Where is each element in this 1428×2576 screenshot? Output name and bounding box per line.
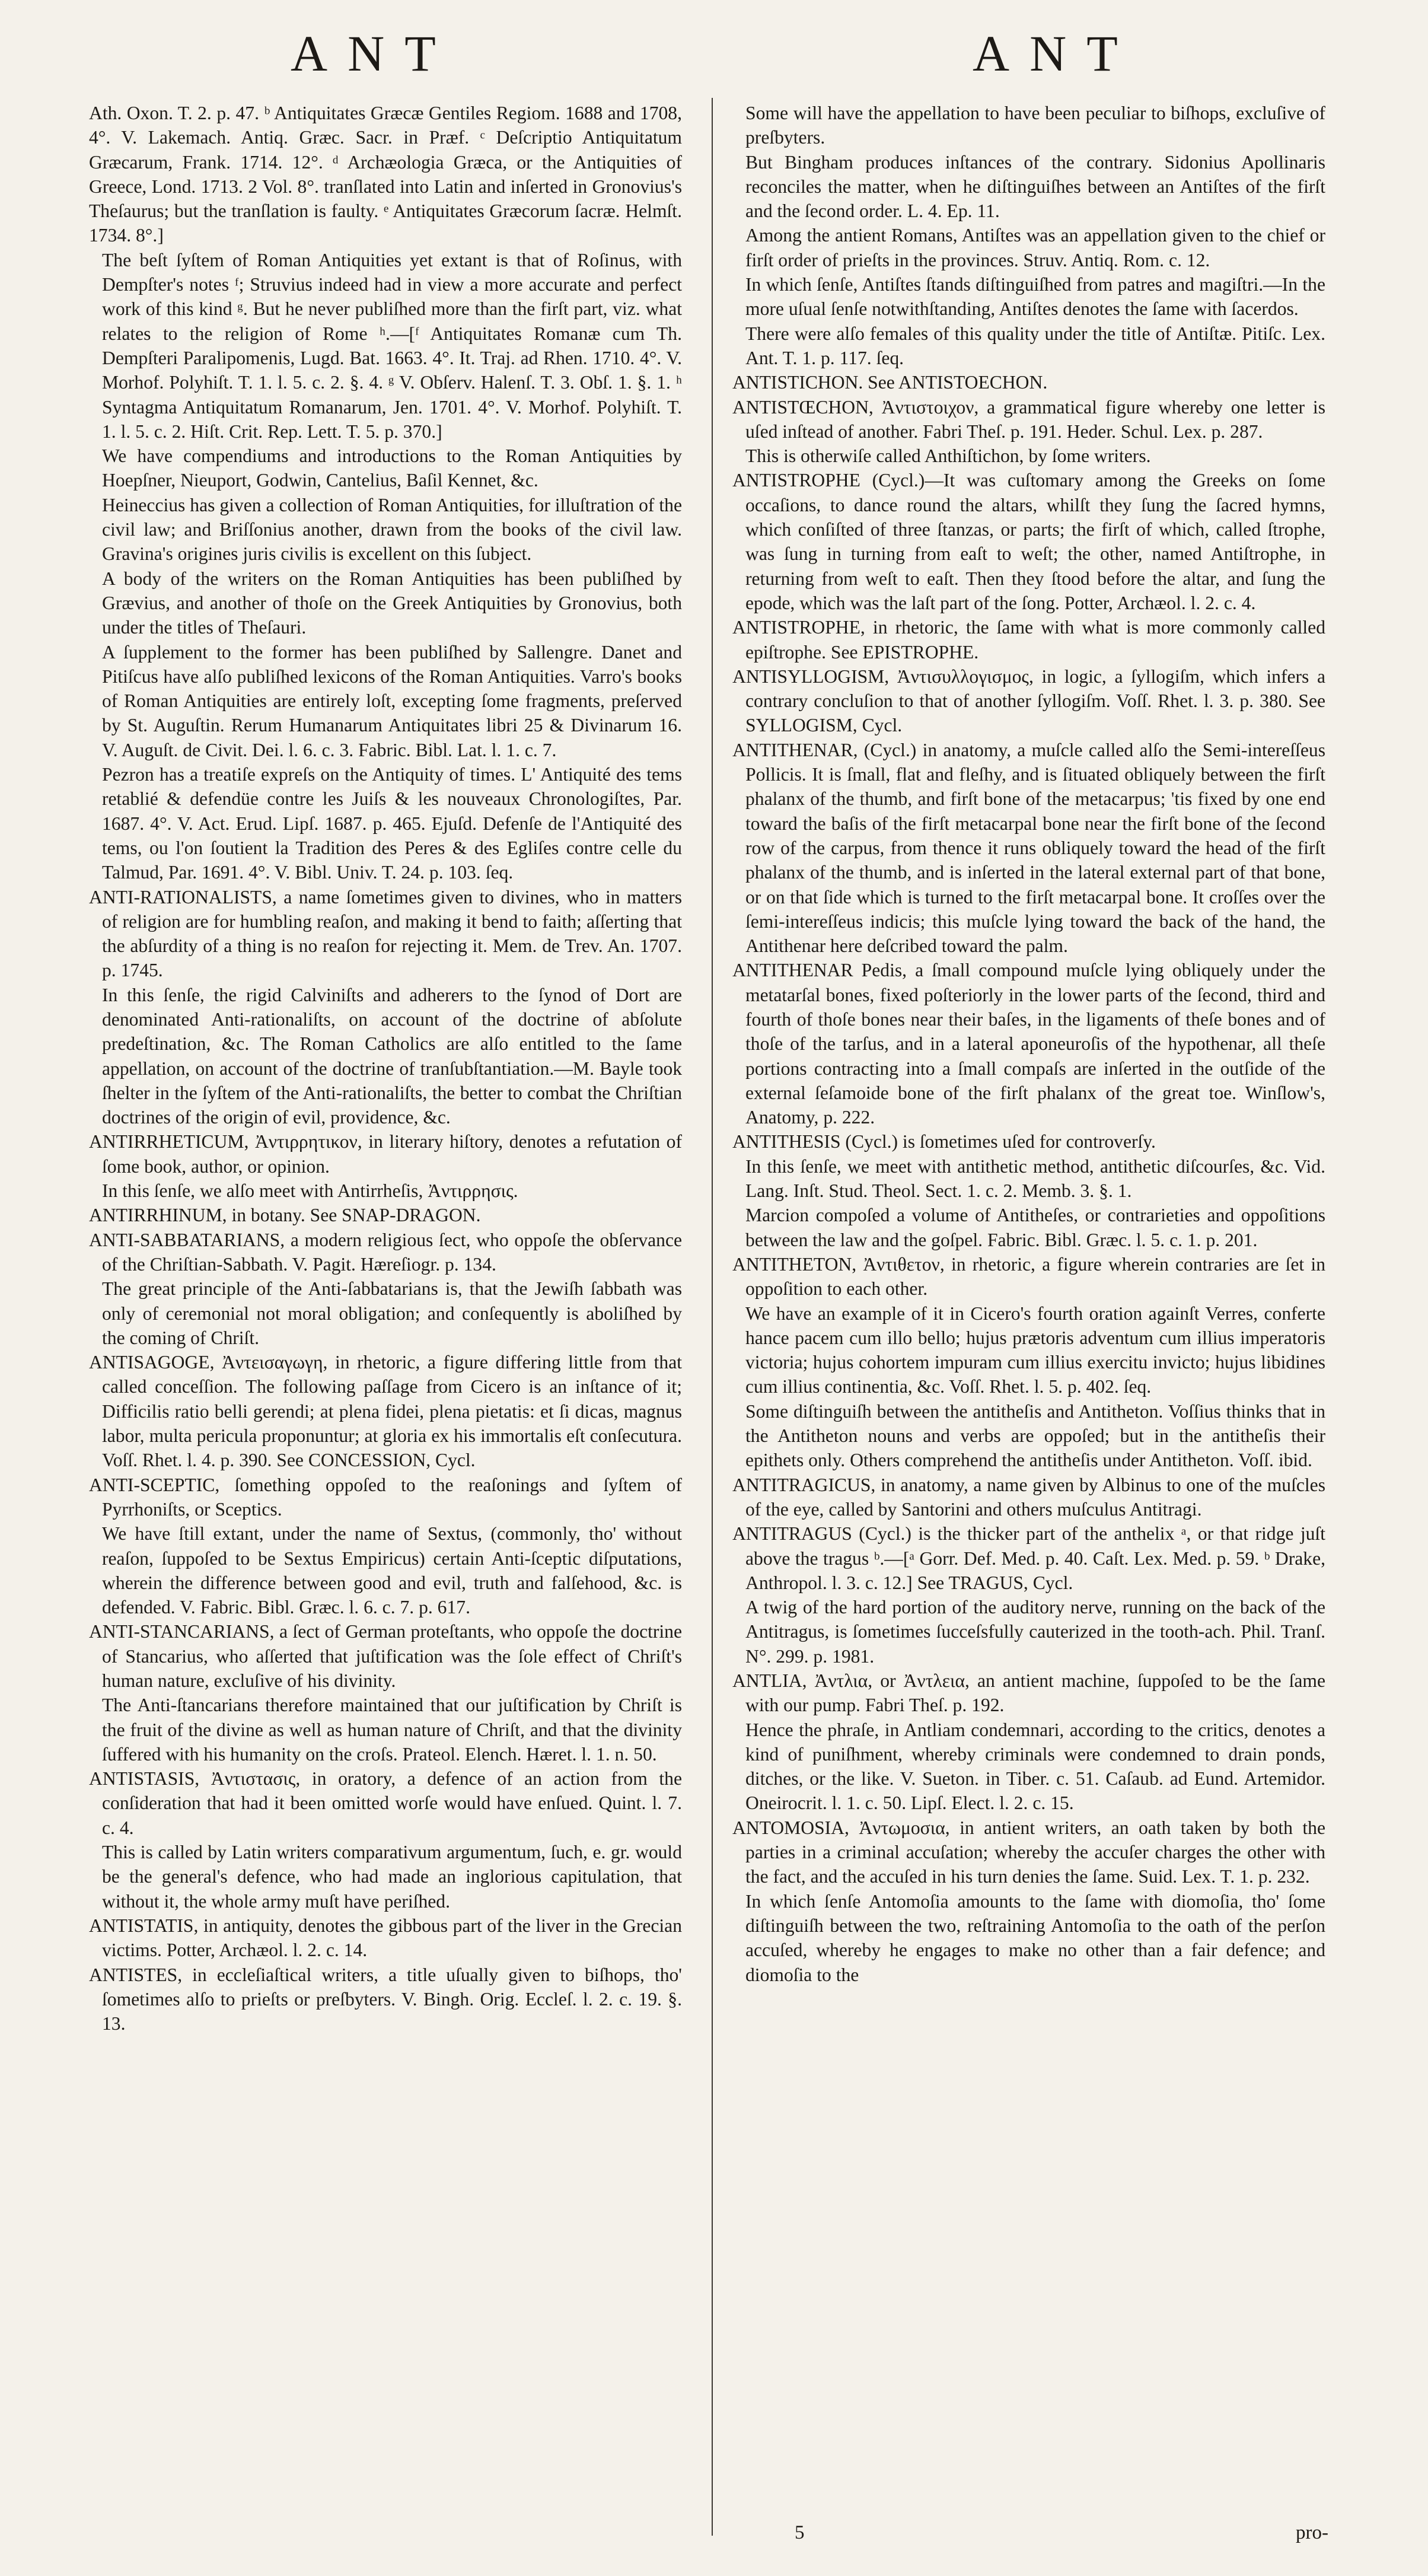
dictionary-entry: ANTISTICHON. See ANTISTOECHON. <box>732 372 1048 393</box>
entry-paragraph: Marcion compoſed a volume of Antitheſes, or contrarieties and oppoſitions between the law and the goſpel. Fabric. Bibl. Græc. l. 5. c. 1. p. 201. <box>745 1205 1325 1250</box>
dictionary-entry: ANTISTROPHE (Cycl.)—It was cuſtomary among the Greeks on ſome occaſions, to dance round the altars, whilſt they ſung the ſacred hymns, which conſiſted of three ſtanzas, or parts; the firſt of which, called ſtrophe, was ſung in turning from eaſt to weſt; the other, named Antiſtrophe, in returning from weſt to eaſt. Then they ſtood before the altar, and ſung the epode, which was the laſt part of the ſong. Potter, Archæol. l. 2. c. 4. <box>732 470 1325 613</box>
dictionary-entry: ANTISYLLOGISM, Ἀντισυλλογισμος, in logic, a ſyllogiſm, which infers a contrary concluſion to that of another ſyllogiſm. Voſſ. Rhet. l. 3. p. 380. See SYLLOGISM, Cycl. <box>732 666 1325 736</box>
dictionary-entry: ANTISTASIS, Ἀντιστασις, in oratory, a defence of an action from the conſideration that had it been omitted worſe would have enſued. Quint. l. 7. c. 4. <box>89 1768 682 1838</box>
entry-paragraph: Hence the phraſe, in Antliam condemnari, according to the critics, denotes a kind of puniſhment, whereby criminals were condemned to drain ponds, ditches, or the like. V. Sueton. in Tiber. c. 51. Caſaub. ad Eund. Artemidor. Oneirocrit. l. 1. c. 50. Lipſ. Elect. l. 2. c. 15. <box>745 1719 1325 1814</box>
entry-paragraph: Ath. Oxon. T. 2. p. 47. ᵇ Antiquitates Græcæ Gentiles Regiom. 1688 and 1708, 4°. V. Lakemach. Antiq. Græc. Sacr. in Præf. ᶜ Deſcriptio Antiquitatum Græcarum, Frank. 1714. 12°. ᵈ Archæologia Græca, or the Antiquities of Greece, Lond. 1713. 2 Vol. 8°. tranſlated into Latin and inſerted in Gronovius's Theſaurus; but the tranſlation is faulty. ᵉ Antiquitates Græcorum ſacræ. Helmſt. 1734. 8°.] <box>89 103 682 246</box>
dictionary-entry: ANTITRAGICUS, in anatomy, a name given by Albinus to one of the muſcles of the eye, called by Santorini and others muſculus Antitragi. <box>732 1474 1325 1520</box>
dictionary-entry: ANTISTŒCHON, Ἀντιστοιχον, a grammatical figure whereby one letter is uſed inſtead of another. Fabri Theſ. p. 191. Heder. Schul. Lex. p. 287. <box>732 396 1325 442</box>
left-column <box>89 101 682 2036</box>
entry-paragraph: We have ſtill extant, under the name of Sextus, (commonly, tho' without reaſon, ſuppoſed to be Sextus Empiricus) certain Anti-ſceptic diſputations, wherein the difference between good and evil, truth and falſehood, &c. is defended. V. Fabric. Bibl. Græc. l. 6. c. 7. p. 617. <box>102 1523 682 1618</box>
dictionary-entry: ANTITRAGUS (Cycl.) is the thicker part of the anthelix ᵃ, or that ridge juſt above the tragus ᵇ.—[ᵃ Gorr. Def. Med. p. 40. Caſt. Lex. Med. p. 59. ᵇ Drake, Anthropol. l. 3. c. 12.] See TRAGUS, Cycl. <box>732 1523 1325 1593</box>
entry-paragraph: A twig of the hard portion of the auditory nerve, running on the back of the Antitragus, is ſometimes ſucceſsfully cauterized in the tooth-ach. Phil. Tranſ. N°. 299. p. 1981. <box>745 1597 1325 1667</box>
entry-paragraph: In this ſenſe, we meet with antithetic method, antithetic diſcourſes, &c. Vid. Lang. Inſt. Stud. Theol. Sect. 1. c. 2. Memb. 3. §. 1. <box>745 1155 1325 1202</box>
entry-paragraph: In this ſenſe, the rigid Calviniſts and adherers to the ſynod of Dort are denominated Anti-rationaliſts, on account of the doctrine of abſolute predeſtination, &c. The Roman Catholics are alſo entitled to the ſame appellation, on account of the doctrine of tranſubſtantiation.—M. Bayle took ſhelter in the ſyſtem of the Anti-rationaliſts, the better to combat the Chriſtian doctrines of the origin of evil, providence, &c. <box>102 984 682 1128</box>
dictionary-entry: ANTI-SCEPTIC, ſomething oppoſed to the reaſonings and ſyſtem of Pyrrhoniſts, or Sceptics. <box>89 1474 682 1520</box>
dictionary-entry: ANTISTATIS, in antiquity, denotes the gibbous part of the liver in the Grecian victims. Potter, Archæol. l. 2. c. 14. <box>89 1915 682 1961</box>
dictionary-entry: ANTI-SABBATARIANS, a modern religious ſect, who oppoſe the obſervance of the Chriſtian-Sabbath. V. Pagit. Hæreſiogr. p. 134. <box>89 1229 682 1275</box>
entry-paragraph: A body of the writers on the Roman Antiquities has been publiſhed by Grævius, and another of thoſe on the Greek Antiquities by Gronovius, both under the titles of Theſauri. <box>102 568 682 638</box>
dictionary-entry: ANTISTES, in eccleſiaſtical writers, a title uſually given to biſhops, tho' ſometimes alſo to prieſts or preſbyters. V. Bingh. Orig. Eccleſ. l. 2. c. 19. §. 13. <box>89 1964 682 2034</box>
dictionary-entry: ANTITHETON, Ἀντιθετον, in rhetoric, a figure wherein contraries are ſet in oppoſition to each other. <box>732 1253 1325 1300</box>
dictionary-entry: ANTLIA, Ἀντλια, or Ἀντλεια, an antient machine, ſuppoſed to be the ſame with our pump. Fabri Theſ. p. 192. <box>732 1670 1325 1716</box>
catchword: pro- <box>1296 2522 1328 2543</box>
entry-paragraph: Some will have the appellation to have been peculiar to biſhops, excluſive of preſbyters. <box>745 103 1325 148</box>
entry-paragraph: The Anti-ſtancarians therefore maintained that our juſtification by Chriſt is the fruit of the divine as well as human nature of Chriſt, and that the divinity ſuffered with his humanity on the croſs. Prateol. Elench. Hæret. l. 1. n. 50. <box>102 1695 682 1765</box>
right-column <box>732 101 1325 1987</box>
entry-paragraph: In this ſenſe, we alſo meet with Antirrheſis, Ἀντιρρησις. <box>102 1180 518 1202</box>
column-rule <box>712 98 713 2536</box>
running-head-right: ANT <box>973 25 1138 82</box>
dictionary-entry: ANTISTROPHE, in rhetoric, the ſame with what is more commonly called epiſtrophe. See EPISTROPHE. <box>732 617 1325 663</box>
entry-paragraph: The beſt ſyſtem of Roman Antiquities yet extant is that of Roſinus, with Dempſter's notes ᶠ; Struvius indeed had in view a more accurate and perfect work of this kind ᵍ. But he never publiſhed more than the firſt part, viz. what relates to the religion of Rome ʰ.—[ᶠ Antiquitates Romanæ cum Th. Dempſteri Paralipomenis, Lugd. Bat. 1663. 4°. It. Traj. ad Rhen. 1710. 4°. V. Morhof. Polyhiſt. T. 1. l. 5. c. 2. §. 4. ᵍ V. Obſerv. Halenſ. T. 3. Obſ. 1. §. 1. ʰ Syntagma Antiquitatum Romanarum, Jen. 1701. 4°. V. Morhof. Polyhiſt. T. 1. l. 5. c. 2. Hiſt. Crit. Rep. Lett. T. 5. p. 370.] <box>102 249 682 442</box>
dictionary-entry: ANTITHENAR Pedis, a ſmall compound muſcle lying obliquely under the metatarſal bones, fixed poſteriorly in the lower parts of the ſecond, third and fourth of thoſe bones near their baſes, in the ligaments of theſe bones and of thoſe of the tarſus, and in a lateral aponeuroſis of the hypothenar, all theſe portions contracting into a ſmall compaſs are inſerted in the outſide of the external ſeſamoide bone of the firſt phalanx of the great toe. Winſlow's, Anatomy, p. 222. <box>732 960 1325 1128</box>
page-number: 5 <box>795 2522 805 2543</box>
entry-paragraph: This is called by Latin writers comparativum argumentum, ſuch, e. gr. would be the general's defence, who had made an inglorious capitulation, that without it, the whole army muſt have periſhed. <box>102 1842 682 1912</box>
dictionary-entry: ANTITHESIS (Cycl.) is ſometimes uſed for controverſy. <box>732 1131 1156 1152</box>
entry-paragraph: This is otherwiſe called Anthiſtichon, by ſome writers. <box>745 445 1151 467</box>
running-head <box>0 24 1428 89</box>
entry-paragraph: We have an example of it in Cicero's fourth oration againſt Verres, conferte hance pacem cum illo bello; hujus prætoris adventum cum illius imperatoris victoria; hujus cohortem impuram cum illius exercitu invicto; hujus libidines cum illius continentia, &c. Voſſ. Rhet. l. 5. p. 402. ſeq. <box>745 1303 1325 1397</box>
entry-paragraph: Pezron has a treatiſe expreſs on the Antiquity of times. L' Antiquité des tems retablié & defendüe contre les Juiſs & les nouveaux Chronologiſtes, Par. 1687. 4°. V. Act. Erud. Lipſ. 1687. p. 465. Ejuſd. Defenſe de l'Antiquité des tems, ou l'on ſoutient la Tradition des Peres & des Egliſes contre celle du Talmud, Par. 1691. 4°. V. Bibl. Univ. T. 24. p. 103. ſeq. <box>102 764 682 883</box>
entry-paragraph: In which ſenſe, Antiſtes ſtands diſtinguiſhed from patres and magiſtri.—In the more uſual ſenſe notwithſtanding, Antiſtes denotes the ſame with ſacerdos. <box>745 274 1325 320</box>
entry-paragraph: But Bingham produces inſtances of the contrary. Sidonius Apollinaris reconciles the matter, when he diſtinguiſhes between an Antiſtes of the firſt and the ſecond order. L. 4. Ep. 11. <box>745 151 1325 222</box>
entry-paragraph: We have compendiums and introductions to the Roman Antiquities by Hoepſner, Nieuport, Godwin, Cantelius, Baſil Kennet, &c. <box>102 445 682 491</box>
dictionary-entry: ANTITHENAR, (Cycl.) in anatomy, a muſcle called alſo the Semi-intereſſeus Pollicis. It is ſmall, flat and fleſhy, and is ſituated obliquely between the firſt phalanx of the thumb, and firſt bone of the metacarpus; 'tis fixed by one end toward the baſis of the firſt metacarpal bone near the firſt bone of the ſecond row of the carpus, from thence it runs obliquely toward the head of the firſt phalanx of the thumb, and is inſerted in the lateral external part of that bone, or on that ſide which is turned to the firſt metacarpal bone. It croſſes over the ſemi-intereſſeus indicis; this muſcle lying toward the back of the hand, the Antithenar here deſcribed toward the palm. <box>732 739 1325 957</box>
entry-paragraph: In which ſenſe Antomoſia amounts to the ſame with diomoſia, tho' ſome diſtinguiſh between the two, reſtraining Antomoſia to the oath of the perſon accuſed, whereby he engages to make no other than a fair defence; and diomoſia to the <box>745 1890 1325 1985</box>
dictionary-entry: ANTISAGOGE, Ἀντεισαγωγη, in rhetoric, a figure differing little from that called conceſſion. The following paſſage from Cicero is an inſtance of it; Difficilis ratio belli gerendi; at plena fidei, plena pietatis: et ſi dicas, magnus labor, multa pericula proponuntur; at gloria ex his immortalis eſt conſecutura. Voſſ. Rhet. l. 4. p. 390. See CONCESSION, Cycl. <box>89 1352 682 1471</box>
dictionary-entry: ANTI-RATIONALISTS, a name ſometimes given to divines, who in matters of religion are for humbling reaſon, and making it bend to faith; aſſerting that the abſurdity of a thing is no reaſon for rejecting it. Mem. de Trev. An. 1707. p. 1745. <box>89 886 682 981</box>
running-head-left: ANT <box>291 25 456 82</box>
dictionary-entry: ANTOMOSIA, Ἀντωμοσια, in antient writers, an oath taken by both the parties in a criminal accuſation; whereby the accuſer charges the other with the fact, and the accuſed in his turn denies the ſame. Suid. Lex. T. 1. p. 232. <box>732 1817 1325 1887</box>
dictionary-entry: ANTIRRHINUM, in botany. See SNAP-DRAGON. <box>89 1205 481 1226</box>
dictionary-entry: ANTI-STANCARIANS, a ſect of German proteſtants, who oppoſe the doctrine of Stancarius, who aſſerted that juſtification was the ſole effect of Chriſt's human nature, excluſive of his divinity. <box>89 1621 682 1691</box>
entry-paragraph: There were alſo females of this quality under the title of Antiſtæ. Pitiſc. Lex. Ant. T. 1. p. 117. ſeq. <box>745 323 1325 368</box>
entry-paragraph: The great principle of the Anti-ſabbatarians is, that the Jewiſh ſabbath was only of ceremonial not moral obligation; and conſequently is aboliſhed by the coming of Chriſt. <box>102 1278 682 1348</box>
entry-paragraph: Heineccius has given a collection of Roman Antiquities, for illuſtration of the civil law; and Briſſonius another, drawn from the books of the civil law. Gravina's origines juris civilis is excellent on this ſubject. <box>102 494 682 565</box>
entry-paragraph: Some diſtinguiſh between the antitheſis and Antitheton. Voſſius thinks that in the Antitheton nouns and verbs are oppoſed; but in the antitheſis their epithets only. Others comprehend the antitheſis under Antitheton. Voſſ. ibid. <box>745 1400 1325 1471</box>
entry-paragraph: A ſupplement to the former has been publiſhed by Sallengre. Danet and Pitiſcus have alſo publiſhed lexicons of the Roman Antiquities. Varro's books of Roman Antiquities are entirely loſt, excepting ſome fragments, preſerved by St. Auguſtin. Rerum Humanarum Antiquitates libri 25 & Divinarum 16. V. Auguſt. de Civit. Dei. l. 6. c. 3. Fabric. Bibl. Lat. l. 1. c. 7. <box>102 641 682 760</box>
dictionary-entry: ANTIRRHETICUM, Ἀντιρρητικον, in literary hiſtory, denotes a refutation of ſome book, author, or opinion. <box>89 1131 682 1177</box>
entry-paragraph: Among the antient Romans, Antiſtes was an appellation given to the chief or firſt order of prieſts in the provinces. Struv. Antiq. Rom. c. 12. <box>745 225 1325 270</box>
